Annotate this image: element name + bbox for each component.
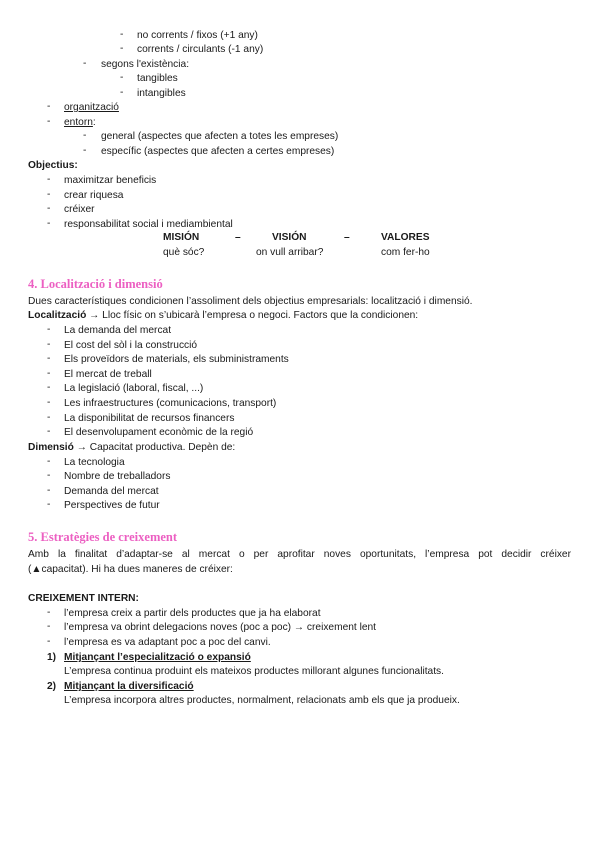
dash: - bbox=[47, 397, 51, 408]
dash: - bbox=[47, 353, 51, 364]
dash: - bbox=[47, 470, 51, 481]
list-item: segons l'existència: bbox=[101, 59, 190, 70]
list-item: La disponibilitat de recursos financers bbox=[64, 413, 235, 424]
dash: - bbox=[120, 29, 124, 40]
list-item: Nombre de treballadors bbox=[64, 471, 171, 482]
dash: - bbox=[47, 339, 51, 350]
dash: - bbox=[120, 43, 124, 54]
dash: - bbox=[47, 621, 51, 632]
vision-question: on vull arribar? bbox=[256, 247, 324, 258]
dimensio-line bbox=[28, 441, 235, 455]
valores-question: com fer-ho bbox=[381, 247, 430, 258]
entorn-item bbox=[64, 116, 96, 130]
especialitzacio-title: Mitjançant l’especialització o expansió bbox=[64, 652, 251, 663]
dash: - bbox=[83, 130, 87, 141]
dash: - bbox=[47, 485, 51, 496]
dimensio-label: Dimensió bbox=[28, 442, 74, 453]
list-item: El mercat de treball bbox=[64, 369, 152, 380]
list-item: La tecnologia bbox=[64, 457, 125, 468]
dash: - bbox=[47, 636, 51, 647]
list-item: tangibles bbox=[137, 73, 178, 84]
section-5-intro-line-1: Amb la finalitat d’adaptar-se al mercat o per aprofitar noves oportunitats, l’empresa pot decidir créixer bbox=[28, 549, 571, 560]
dash: - bbox=[47, 174, 51, 185]
dash: - bbox=[83, 145, 87, 156]
list-item: maximitzar beneficis bbox=[64, 175, 157, 186]
dash: - bbox=[47, 456, 51, 467]
item-number: 2) bbox=[47, 681, 57, 692]
dash: - bbox=[47, 116, 51, 127]
list-item: Demanda del mercat bbox=[64, 486, 159, 497]
valores-label: VALORES bbox=[381, 232, 430, 243]
mision-question: què sóc? bbox=[163, 247, 205, 258]
dash: - bbox=[47, 412, 51, 423]
dash: - bbox=[47, 189, 51, 200]
dash: - bbox=[47, 324, 51, 335]
creixement-intern-heading: CREIXEMENT INTERN: bbox=[28, 593, 139, 604]
list-item: La demanda del mercat bbox=[64, 325, 172, 336]
section-4-title: 4. Localització i dimensió bbox=[28, 277, 163, 291]
list-item: Els proveïdors de materials, els subministraments bbox=[64, 354, 289, 365]
dash: - bbox=[47, 368, 51, 379]
localitzacio-text: → Lloc físic on s’ubicarà l’empresa o negoci. Factors que la condicionen: bbox=[86, 310, 419, 321]
list-item: responsabilitat social i mediambiental bbox=[64, 219, 233, 230]
list-item: Perspectives de futur bbox=[64, 500, 160, 511]
dash: - bbox=[47, 101, 51, 112]
list-item: general (aspectes que afecten a totes les empreses) bbox=[101, 131, 339, 142]
dash: - bbox=[47, 607, 51, 618]
organitzacio-item: organització bbox=[64, 102, 119, 113]
list-item: Les infraestructures (comunicacions, transport) bbox=[64, 398, 277, 409]
dash: - bbox=[47, 382, 51, 393]
list-item: El cost del sòl i la construcció bbox=[64, 340, 198, 351]
item-number: 1) bbox=[47, 652, 57, 663]
objectius-heading: Objectius: bbox=[28, 160, 78, 171]
entorn-label: entorn bbox=[64, 117, 93, 128]
section-4-intro: Dues característiques condicionen l’assoliment dels objectius empresarials: localització i dimensió. bbox=[28, 296, 473, 307]
dash: - bbox=[47, 203, 51, 214]
list-item: El desenvolupament econòmic de la regió bbox=[64, 427, 254, 438]
separator: – bbox=[235, 232, 241, 243]
vision-label: VISIÓN bbox=[272, 232, 307, 243]
dash: - bbox=[83, 58, 87, 69]
list-item: l’empresa creix a partir dels productes que ja ha elaborat bbox=[64, 608, 321, 619]
dimensio-text: → Capacitat productiva. Depèn de: bbox=[73, 442, 236, 453]
list-item: intangibles bbox=[137, 88, 186, 99]
list-item: l’empresa va obrint delegacions noves (poc a poc) → creixement lent bbox=[64, 622, 377, 633]
dash: - bbox=[47, 426, 51, 437]
diversificacio-title: Mitjançant la diversificació bbox=[64, 681, 194, 692]
dash: - bbox=[47, 218, 51, 229]
mision-label: MISIÓN bbox=[163, 232, 200, 243]
localitzacio-label: Localització bbox=[28, 310, 87, 321]
dash: - bbox=[120, 87, 124, 98]
section-5-title: 5. Estratègies de creixement bbox=[28, 530, 178, 544]
list-item: La legislació (laboral, fiscal, ...) bbox=[64, 383, 204, 394]
list-item: específic (aspectes que afecten a certes empreses) bbox=[101, 146, 335, 157]
list-item: créixer bbox=[64, 204, 95, 215]
dash: - bbox=[120, 72, 124, 83]
entorn-suffix: : bbox=[92, 117, 96, 128]
list-item: l’empresa es va adaptant poc a poc del canvi. bbox=[64, 637, 271, 648]
diversificacio-text: L’empresa incorpora altres productes, normalment, relacionats amb els que ja produeix. bbox=[64, 695, 460, 706]
section-5-intro-line-2: (▲capacitat). Hi ha dues maneres de créixer: bbox=[28, 564, 233, 575]
list-item: corrents / circulants (-1 any) bbox=[137, 44, 264, 55]
separator: – bbox=[344, 232, 350, 243]
list-item: crear riquesa bbox=[64, 190, 124, 201]
list-item: no corrents / fixos (+1 any) bbox=[137, 30, 258, 41]
localitzacio-line bbox=[28, 309, 418, 323]
dash: - bbox=[47, 499, 51, 510]
especialitzacio-text: L’empresa continua produint els mateixos productes millorant algunes funcionalitats. bbox=[64, 666, 444, 677]
